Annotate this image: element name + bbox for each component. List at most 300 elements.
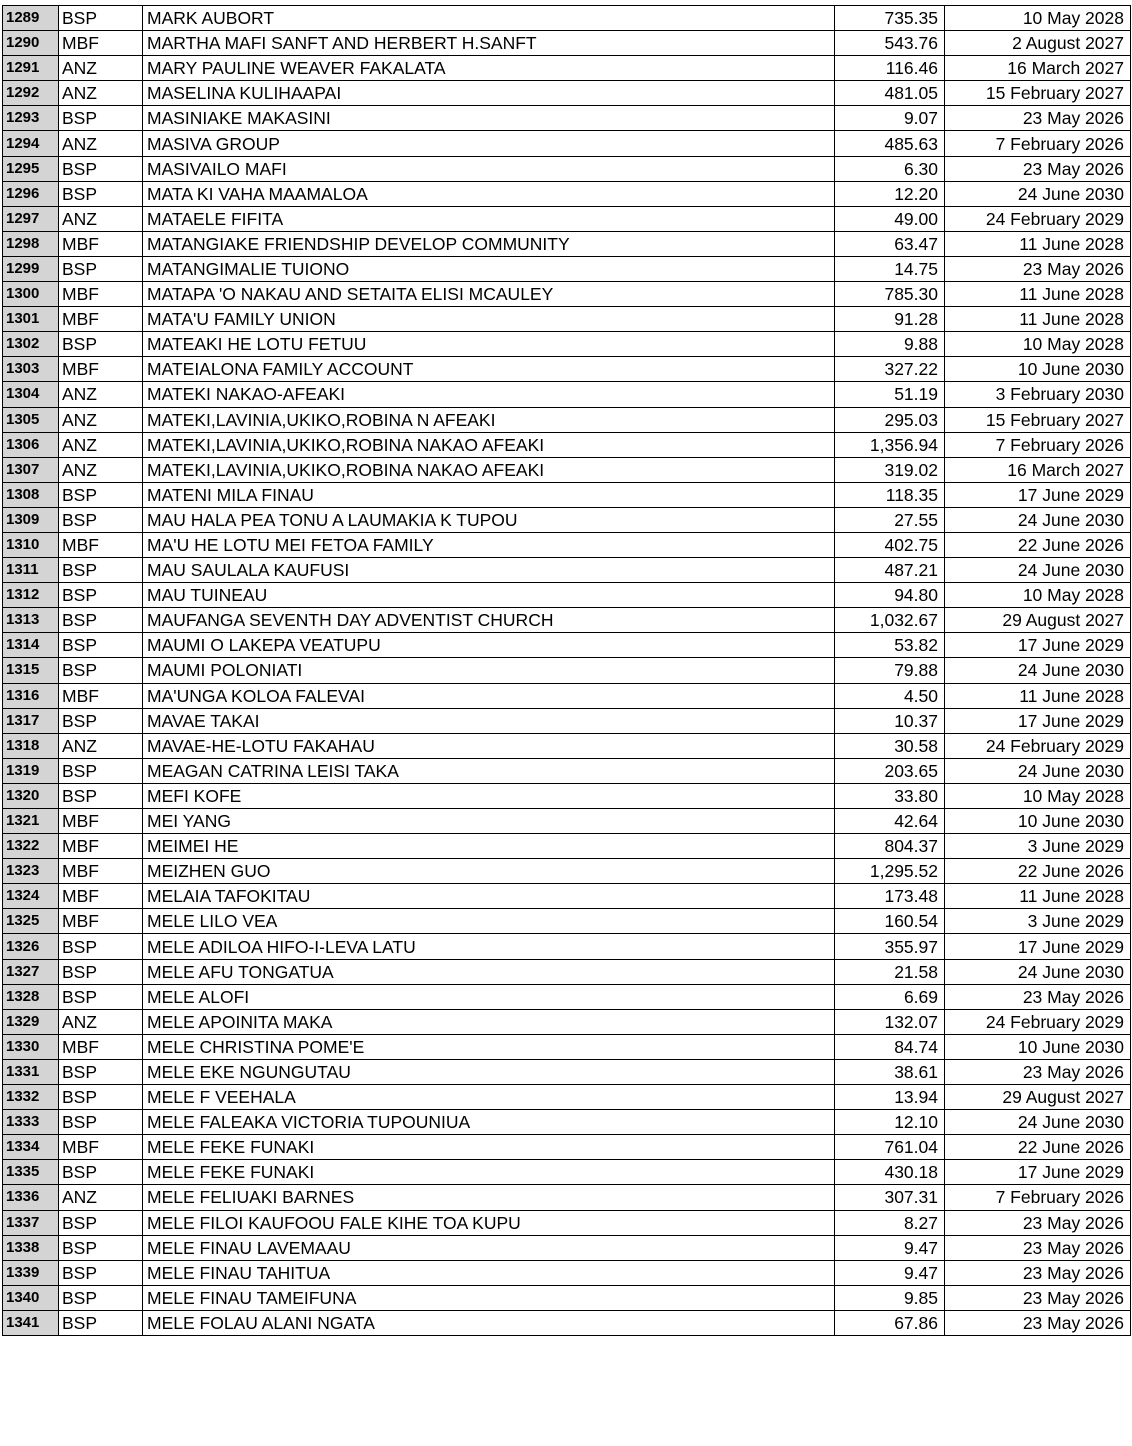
date-cell: 24 June 2030 [945, 658, 1131, 683]
account-name-cell: MELE FINAU TAMEIFUNA [143, 1285, 835, 1310]
bank-cell: ANZ [59, 382, 143, 407]
table-row [3, 683, 1131, 708]
amount-cell: 9.85 [835, 1285, 945, 1310]
date-cell: 24 June 2030 [945, 758, 1131, 783]
account-name-cell: MELE FINAU LAVEMAAU [143, 1235, 835, 1260]
table-row [3, 457, 1131, 482]
table-row [3, 1310, 1131, 1335]
row-number-cell: 1297 [3, 206, 59, 231]
date-cell: 17 June 2029 [945, 482, 1131, 507]
date-cell: 29 August 2027 [945, 1085, 1131, 1110]
amount-cell: 761.04 [835, 1135, 945, 1160]
table-row [3, 106, 1131, 131]
date-cell: 24 June 2030 [945, 558, 1131, 583]
account-name-cell: MATANGIAKE FRIENDSHIP DEVELOP COMMUNITY [143, 231, 835, 256]
date-cell: 2 August 2027 [945, 31, 1131, 56]
amount-cell: 543.76 [835, 31, 945, 56]
date-cell: 24 February 2029 [945, 733, 1131, 758]
row-number-cell: 1302 [3, 332, 59, 357]
amount-cell: 53.82 [835, 633, 945, 658]
date-cell: 24 February 2029 [945, 1009, 1131, 1034]
table-row [3, 959, 1131, 984]
bank-cell: BSP [59, 633, 143, 658]
date-cell: 10 May 2028 [945, 332, 1131, 357]
table-row [3, 131, 1131, 156]
row-number-cell: 1324 [3, 884, 59, 909]
amount-cell: 430.18 [835, 1160, 945, 1185]
bank-cell: MBF [59, 1135, 143, 1160]
table-row [3, 482, 1131, 507]
account-name-cell: MATEIALONA FAMILY ACCOUNT [143, 357, 835, 382]
account-name-cell: MELE EKE NGUNGUTAU [143, 1059, 835, 1084]
bank-cell: MBF [59, 834, 143, 859]
amount-cell: 487.21 [835, 558, 945, 583]
account-name-cell: MELE FOLAU ALANI NGATA [143, 1310, 835, 1335]
bank-cell: MBF [59, 357, 143, 382]
table-row [3, 1160, 1131, 1185]
bank-cell: BSP [59, 658, 143, 683]
bank-cell: MBF [59, 1034, 143, 1059]
account-name-cell: MELAIA TAFOKITAU [143, 884, 835, 909]
date-cell: 23 May 2026 [945, 1310, 1131, 1335]
account-name-cell: MATA KI VAHA MAAMALOA [143, 181, 835, 206]
amount-cell: 804.37 [835, 834, 945, 859]
account-name-cell: MAUMI POLONIATI [143, 658, 835, 683]
bank-cell: BSP [59, 758, 143, 783]
date-cell: 17 June 2029 [945, 633, 1131, 658]
amount-cell: 51.19 [835, 382, 945, 407]
row-number-cell: 1341 [3, 1310, 59, 1335]
date-cell: 11 June 2028 [945, 231, 1131, 256]
table-row [3, 708, 1131, 733]
date-cell: 7 February 2026 [945, 1185, 1131, 1210]
table-row [3, 307, 1131, 332]
amount-cell: 116.46 [835, 56, 945, 81]
bank-cell: BSP [59, 1235, 143, 1260]
row-number-cell: 1305 [3, 407, 59, 432]
date-cell: 7 February 2026 [945, 432, 1131, 457]
account-name-cell: MEIMEI HE [143, 834, 835, 859]
table-row [3, 1034, 1131, 1059]
table-row [3, 783, 1131, 808]
row-number-cell: 1323 [3, 859, 59, 884]
account-name-cell: MA'UNGA KOLOA FALEVAI [143, 683, 835, 708]
row-number-cell: 1290 [3, 31, 59, 56]
table-row [3, 834, 1131, 859]
table-row [3, 1210, 1131, 1235]
table-row [3, 608, 1131, 633]
amount-cell: 63.47 [835, 231, 945, 256]
amount-cell: 118.35 [835, 482, 945, 507]
row-number-cell: 1310 [3, 532, 59, 557]
table-row [3, 583, 1131, 608]
date-cell: 29 August 2027 [945, 608, 1131, 633]
bank-cell: MBF [59, 231, 143, 256]
row-number-cell: 1320 [3, 783, 59, 808]
date-cell: 24 June 2030 [945, 507, 1131, 532]
bank-cell: BSP [59, 608, 143, 633]
date-cell: 10 June 2030 [945, 809, 1131, 834]
amount-cell: 203.65 [835, 758, 945, 783]
date-cell: 11 June 2028 [945, 884, 1131, 909]
row-number-cell: 1291 [3, 56, 59, 81]
row-number-cell: 1301 [3, 307, 59, 332]
account-name-cell: MARTHA MAFI SANFT AND HERBERT H.SANFT [143, 31, 835, 56]
table-row [3, 809, 1131, 834]
account-name-cell: MELE CHRISTINA POME'E [143, 1034, 835, 1059]
account-name-cell: MATAELE FIFITA [143, 206, 835, 231]
table-row [3, 231, 1131, 256]
account-name-cell: MATANGIMALIE TUIONO [143, 256, 835, 281]
amount-cell: 12.20 [835, 181, 945, 206]
table-row [3, 984, 1131, 1009]
row-number-cell: 1319 [3, 758, 59, 783]
date-cell: 22 June 2026 [945, 859, 1131, 884]
account-name-cell: MELE ADILOA HIFO-I-LEVA LATU [143, 934, 835, 959]
bank-cell: BSP [59, 984, 143, 1009]
bank-cell: BSP [59, 959, 143, 984]
account-name-cell: MEIZHEN GUO [143, 859, 835, 884]
amount-cell: 13.94 [835, 1085, 945, 1110]
bank-cell: BSP [59, 1085, 143, 1110]
row-number-cell: 1289 [3, 6, 59, 31]
row-number-cell: 1294 [3, 131, 59, 156]
account-name-cell: MELE F VEEHALA [143, 1085, 835, 1110]
amount-cell: 4.50 [835, 683, 945, 708]
table-row [3, 558, 1131, 583]
account-name-cell: MAUFANGA SEVENTH DAY ADVENTIST CHURCH [143, 608, 835, 633]
table-row [3, 256, 1131, 281]
account-name-cell: MAVAE TAKAI [143, 708, 835, 733]
bank-cell: MBF [59, 532, 143, 557]
account-name-cell: MELE APOINITA MAKA [143, 1009, 835, 1034]
table-row [3, 1135, 1131, 1160]
date-cell: 10 June 2030 [945, 1034, 1131, 1059]
date-cell: 24 February 2029 [945, 206, 1131, 231]
row-number-cell: 1308 [3, 482, 59, 507]
table-row [3, 532, 1131, 557]
account-name-cell: MELE LILO VEA [143, 909, 835, 934]
bank-cell: BSP [59, 332, 143, 357]
row-number-cell: 1318 [3, 733, 59, 758]
date-cell: 17 June 2029 [945, 934, 1131, 959]
date-cell: 17 June 2029 [945, 708, 1131, 733]
amount-cell: 33.80 [835, 783, 945, 808]
account-name-cell: MELE AFU TONGATUA [143, 959, 835, 984]
row-number-cell: 1340 [3, 1285, 59, 1310]
date-cell: 10 June 2030 [945, 357, 1131, 382]
amount-cell: 49.00 [835, 206, 945, 231]
table-row [3, 156, 1131, 181]
bank-cell: MBF [59, 884, 143, 909]
account-name-cell: MELE FEKE FUNAKI [143, 1135, 835, 1160]
bank-cell: ANZ [59, 1185, 143, 1210]
row-number-cell: 1316 [3, 683, 59, 708]
table-row [3, 357, 1131, 382]
row-number-cell: 1338 [3, 1235, 59, 1260]
table-row [3, 1285, 1131, 1310]
bank-cell: MBF [59, 859, 143, 884]
date-cell: 22 June 2026 [945, 1135, 1131, 1160]
date-cell: 22 June 2026 [945, 532, 1131, 557]
amount-cell: 9.47 [835, 1260, 945, 1285]
bank-cell: BSP [59, 934, 143, 959]
row-number-cell: 1309 [3, 507, 59, 532]
row-number-cell: 1313 [3, 608, 59, 633]
bank-cell: BSP [59, 558, 143, 583]
table-row [3, 934, 1131, 959]
bank-cell: BSP [59, 181, 143, 206]
amount-cell: 8.27 [835, 1210, 945, 1235]
amount-cell: 295.03 [835, 407, 945, 432]
row-number-cell: 1333 [3, 1110, 59, 1135]
bank-cell: ANZ [59, 733, 143, 758]
bank-cell: BSP [59, 1059, 143, 1084]
row-number-cell: 1293 [3, 106, 59, 131]
account-name-cell: MEAGAN CATRINA LEISI TAKA [143, 758, 835, 783]
amount-cell: 307.31 [835, 1185, 945, 1210]
amount-cell: 14.75 [835, 256, 945, 281]
row-number-cell: 1330 [3, 1034, 59, 1059]
date-cell: 3 June 2029 [945, 834, 1131, 859]
account-name-cell: MATENI MILA FINAU [143, 482, 835, 507]
accounts-table-body [3, 6, 1131, 1336]
bank-cell: MBF [59, 809, 143, 834]
row-number-cell: 1311 [3, 558, 59, 583]
amount-cell: 402.75 [835, 532, 945, 557]
bank-cell: ANZ [59, 81, 143, 106]
amount-cell: 91.28 [835, 307, 945, 332]
table-row [3, 1260, 1131, 1285]
table-row [3, 1185, 1131, 1210]
amount-cell: 355.97 [835, 934, 945, 959]
table-row [3, 407, 1131, 432]
table-row [3, 658, 1131, 683]
amount-cell: 9.88 [835, 332, 945, 357]
row-number-cell: 1332 [3, 1085, 59, 1110]
bank-cell: BSP [59, 1110, 143, 1135]
date-cell: 7 February 2026 [945, 131, 1131, 156]
row-number-cell: 1331 [3, 1059, 59, 1084]
amount-cell: 160.54 [835, 909, 945, 934]
date-cell: 23 May 2026 [945, 1285, 1131, 1310]
table-row [3, 432, 1131, 457]
row-number-cell: 1321 [3, 809, 59, 834]
row-number-cell: 1317 [3, 708, 59, 733]
account-name-cell: MATEKI,LAVINIA,UKIKO,ROBINA NAKAO AFEAKI [143, 432, 835, 457]
bank-cell: MBF [59, 31, 143, 56]
date-cell: 23 May 2026 [945, 984, 1131, 1009]
bank-cell: BSP [59, 1260, 143, 1285]
amount-cell: 9.07 [835, 106, 945, 131]
row-number-cell: 1303 [3, 357, 59, 382]
amount-cell: 27.55 [835, 507, 945, 532]
date-cell: 16 March 2027 [945, 457, 1131, 482]
table-row [3, 206, 1131, 231]
table-row [3, 6, 1131, 31]
date-cell: 24 June 2030 [945, 959, 1131, 984]
accounts-table [2, 5, 1131, 1336]
bank-cell: BSP [59, 156, 143, 181]
table-row [3, 1059, 1131, 1084]
amount-cell: 319.02 [835, 457, 945, 482]
account-name-cell: MAU TUINEAU [143, 583, 835, 608]
account-name-cell: MASIVA GROUP [143, 131, 835, 156]
bank-cell: ANZ [59, 131, 143, 156]
row-number-cell: 1322 [3, 834, 59, 859]
bank-cell: ANZ [59, 56, 143, 81]
amount-cell: 173.48 [835, 884, 945, 909]
row-number-cell: 1335 [3, 1160, 59, 1185]
amount-cell: 30.58 [835, 733, 945, 758]
table-row [3, 859, 1131, 884]
table-row [3, 1110, 1131, 1135]
account-name-cell: MATEKI NAKAO-AFEAKI [143, 382, 835, 407]
date-cell: 17 June 2029 [945, 1160, 1131, 1185]
account-name-cell: MEI YANG [143, 809, 835, 834]
date-cell: 3 February 2030 [945, 382, 1131, 407]
account-name-cell: MEFI KOFE [143, 783, 835, 808]
table-row [3, 1235, 1131, 1260]
row-number-cell: 1312 [3, 583, 59, 608]
amount-cell: 12.10 [835, 1110, 945, 1135]
table-row [3, 507, 1131, 532]
table-row [3, 909, 1131, 934]
amount-cell: 84.74 [835, 1034, 945, 1059]
account-name-cell: MELE FELIUAKI BARNES [143, 1185, 835, 1210]
amount-cell: 1,295.52 [835, 859, 945, 884]
bank-cell: BSP [59, 1210, 143, 1235]
bank-cell: BSP [59, 482, 143, 507]
account-name-cell: MARK AUBORT [143, 6, 835, 31]
table-row [3, 181, 1131, 206]
account-name-cell: MAU SAULALA KAUFUSI [143, 558, 835, 583]
account-name-cell: MELE FALEAKA VICTORIA TUPOUNIUA [143, 1110, 835, 1135]
account-name-cell: MA'U HE LOTU MEI FETOA FAMILY [143, 532, 835, 557]
row-number-cell: 1326 [3, 934, 59, 959]
table-row [3, 332, 1131, 357]
date-cell: 23 May 2026 [945, 1210, 1131, 1235]
bank-cell: BSP [59, 507, 143, 532]
amount-cell: 132.07 [835, 1009, 945, 1034]
amount-cell: 79.88 [835, 658, 945, 683]
amount-cell: 1,032.67 [835, 608, 945, 633]
amount-cell: 6.30 [835, 156, 945, 181]
bank-cell: BSP [59, 783, 143, 808]
row-number-cell: 1315 [3, 658, 59, 683]
row-number-cell: 1336 [3, 1185, 59, 1210]
account-name-cell: MATEAKI HE LOTU FETUU [143, 332, 835, 357]
date-cell: 24 June 2030 [945, 181, 1131, 206]
date-cell: 11 June 2028 [945, 282, 1131, 307]
amount-cell: 9.47 [835, 1235, 945, 1260]
bank-cell: ANZ [59, 407, 143, 432]
account-name-cell: MATEKI,LAVINIA,UKIKO,ROBINA N AFEAKI [143, 407, 835, 432]
bank-cell: BSP [59, 1310, 143, 1335]
amount-cell: 485.63 [835, 131, 945, 156]
table-row [3, 31, 1131, 56]
date-cell: 16 March 2027 [945, 56, 1131, 81]
row-number-cell: 1327 [3, 959, 59, 984]
date-cell: 10 May 2028 [945, 583, 1131, 608]
row-number-cell: 1298 [3, 231, 59, 256]
row-number-cell: 1300 [3, 282, 59, 307]
bank-cell: MBF [59, 282, 143, 307]
bank-cell: ANZ [59, 206, 143, 231]
amount-cell: 6.69 [835, 984, 945, 1009]
row-number-cell: 1314 [3, 633, 59, 658]
table-row [3, 884, 1131, 909]
table-row [3, 1009, 1131, 1034]
row-number-cell: 1328 [3, 984, 59, 1009]
amount-cell: 42.64 [835, 809, 945, 834]
amount-cell: 785.30 [835, 282, 945, 307]
account-name-cell: MASINIAKE MAKASINI [143, 106, 835, 131]
date-cell: 11 June 2028 [945, 683, 1131, 708]
row-number-cell: 1296 [3, 181, 59, 206]
amount-cell: 327.22 [835, 357, 945, 382]
bank-cell: MBF [59, 307, 143, 332]
date-cell: 10 May 2028 [945, 6, 1131, 31]
bank-cell: BSP [59, 583, 143, 608]
date-cell: 23 May 2026 [945, 156, 1131, 181]
account-name-cell: MAUMI O LAKEPA VEATUPU [143, 633, 835, 658]
amount-cell: 10.37 [835, 708, 945, 733]
date-cell: 23 May 2026 [945, 1059, 1131, 1084]
date-cell: 15 February 2027 [945, 81, 1131, 106]
account-name-cell: MAVAE-HE-LOTU FAKAHAU [143, 733, 835, 758]
account-name-cell: MELE FINAU TAHITUA [143, 1260, 835, 1285]
table-row [3, 282, 1131, 307]
account-name-cell: MELE FEKE FUNAKI [143, 1160, 835, 1185]
table-row [3, 733, 1131, 758]
row-number-cell: 1299 [3, 256, 59, 281]
account-name-cell: MARY PAULINE WEAVER FAKALATA [143, 56, 835, 81]
account-name-cell: MATA'U FAMILY UNION [143, 307, 835, 332]
row-number-cell: 1307 [3, 457, 59, 482]
date-cell: 23 May 2026 [945, 1260, 1131, 1285]
account-name-cell: MELE ALOFI [143, 984, 835, 1009]
row-number-cell: 1339 [3, 1260, 59, 1285]
amount-cell: 735.35 [835, 6, 945, 31]
bank-cell: BSP [59, 1160, 143, 1185]
table-row [3, 758, 1131, 783]
bank-cell: ANZ [59, 432, 143, 457]
row-number-cell: 1304 [3, 382, 59, 407]
amount-cell: 1,356.94 [835, 432, 945, 457]
date-cell: 23 May 2026 [945, 106, 1131, 131]
bank-cell: ANZ [59, 1009, 143, 1034]
date-cell: 11 June 2028 [945, 307, 1131, 332]
date-cell: 15 February 2027 [945, 407, 1131, 432]
date-cell: 3 June 2029 [945, 909, 1131, 934]
amount-cell: 94.80 [835, 583, 945, 608]
amount-cell: 67.86 [835, 1310, 945, 1335]
row-number-cell: 1292 [3, 81, 59, 106]
bank-cell: BSP [59, 6, 143, 31]
amount-cell: 21.58 [835, 959, 945, 984]
account-name-cell: MELE FILOI KAUFOOU FALE KIHE TOA KUPU [143, 1210, 835, 1235]
account-name-cell: MATAPA 'O NAKAU AND SETAITA ELISI MCAULEY [143, 282, 835, 307]
bank-cell: BSP [59, 708, 143, 733]
account-name-cell: MATEKI,LAVINIA,UKIKO,ROBINA NAKAO AFEAKI [143, 457, 835, 482]
table-row [3, 81, 1131, 106]
table-row [3, 633, 1131, 658]
account-name-cell: MASELINA KULIHAAPAI [143, 81, 835, 106]
account-name-cell: MAU HALA PEA TONU A LAUMAKIA K TUPOU [143, 507, 835, 532]
amount-cell: 481.05 [835, 81, 945, 106]
row-number-cell: 1295 [3, 156, 59, 181]
